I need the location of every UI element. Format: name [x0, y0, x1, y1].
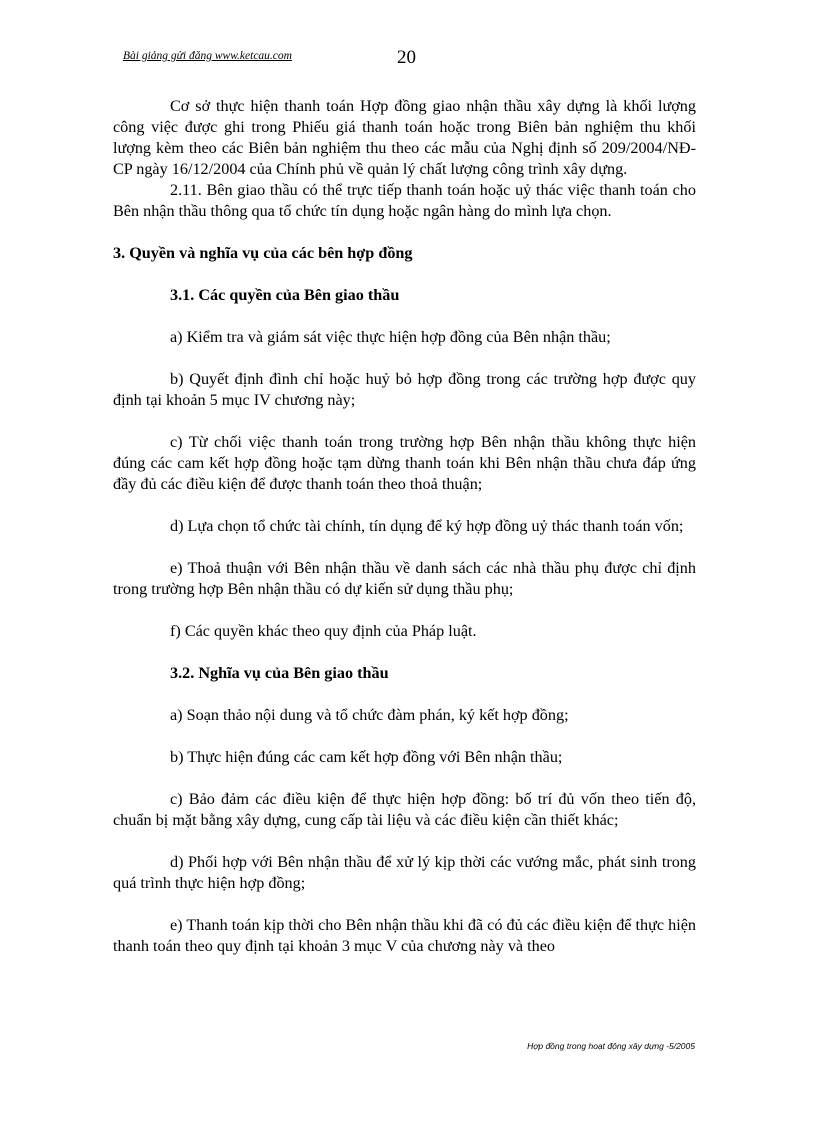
- right-item-c: c) Từ chối việc thanh toán trong trường hợp Bên nhận thầu không thực hiện đúng các cam kết hợp đồng hoặc tạm dừng thanh toán khi Bên nhận thầu chưa đáp ứng đầy đủ các điều kiện để được thanh toán theo thoả thuận;: [113, 433, 696, 493]
- document-body: [113, 96, 696, 957]
- obligation-item-a: a) Soạn thảo nội dung và tổ chức đàm phán, ký kết hợp đồng;: [170, 706, 569, 724]
- right-item-b: b) Quyết định đình chỉ hoặc huỷ bỏ hợp đồng trong các trường hợp được quy định tại khoản 5 mục IV chương này;: [113, 370, 696, 409]
- paragraph-2-11: 2.11. Bên giao thầu có thể trực tiếp thanh toán hoặc uỷ thác việc thanh toán cho Bên nhận thầu thông qua tổ chức tín dụng hoặc ngân hàng do mình lựa chọn.: [113, 181, 696, 220]
- right-item-f: f) Các quyền khác theo quy định của Pháp luật.: [170, 622, 477, 640]
- obligation-item-e: e) Thanh toán kịp thời cho Bên nhận thầu khi đã có đủ các điều kiện để thực hiện thanh toán theo quy định tại khoản 3 mục V của chương này và theo: [113, 916, 696, 955]
- footer-note: Hợp đồng trong hoạt động xây dựng -5/2005: [527, 1041, 695, 1051]
- section-3-1-title: 3.1. Các quyền của Bên giao thầu: [170, 286, 400, 304]
- obligation-item-d: d) Phối hợp với Bên nhận thầu để xử lý kịp thời các vướng mắc, phát sinh trong quá trình thực hiện hợp đồng;: [113, 853, 696, 892]
- paragraph-payment-basis: Cơ sở thực hiện thanh toán Hợp đồng giao nhận thầu xây dựng là khối lượng công việc được ghi trong Phiếu giá thanh toán hoặc trong Biên bản nghiệm thu khối lượng kèm theo các Biên bản nghiệm thu theo các mẫu của Nghị định số 209/2004/NĐ-CP ngày 16/12/2004 của Chính phủ về quản lý chất lượng công trình xây dựng.: [113, 97, 696, 178]
- right-item-a: a) Kiểm tra và giám sát việc thực hiện hợp đồng của Bên nhận thầu;: [170, 328, 611, 346]
- section-3-title: 3. Quyền và nghĩa vụ của các bên hợp đồng: [113, 244, 413, 262]
- obligation-item-c: c) Bảo đảm các điều kiện để thực hiện hợp đồng: bố trí đủ vốn theo tiến độ, chuẩn bị mặt bằng xây dựng, cung cấp tài liệu và các điều kiện cần thiết khác;: [113, 790, 696, 829]
- obligation-item-b: b) Thực hiện đúng các cam kết hợp đồng với Bên nhận thầu;: [170, 748, 563, 766]
- right-item-e: e) Thoả thuận với Bên nhận thầu về danh sách các nhà thầu phụ được chỉ định trong trường hợp Bên nhận thầu có dự kiến sử dụng thầu phụ;: [113, 559, 696, 598]
- section-3-2-title: 3.2. Nghĩa vụ của Bên giao thầu: [170, 664, 389, 682]
- page-number: 20: [397, 47, 416, 68]
- header-site-link[interactable]: Bài giảng gửi đăng www.ketcau.com: [123, 50, 292, 62]
- right-item-d: d) Lựa chọn tổ chức tài chính, tín dụng để ký hợp đồng uỷ thác thanh toán vốn;: [170, 517, 684, 535]
